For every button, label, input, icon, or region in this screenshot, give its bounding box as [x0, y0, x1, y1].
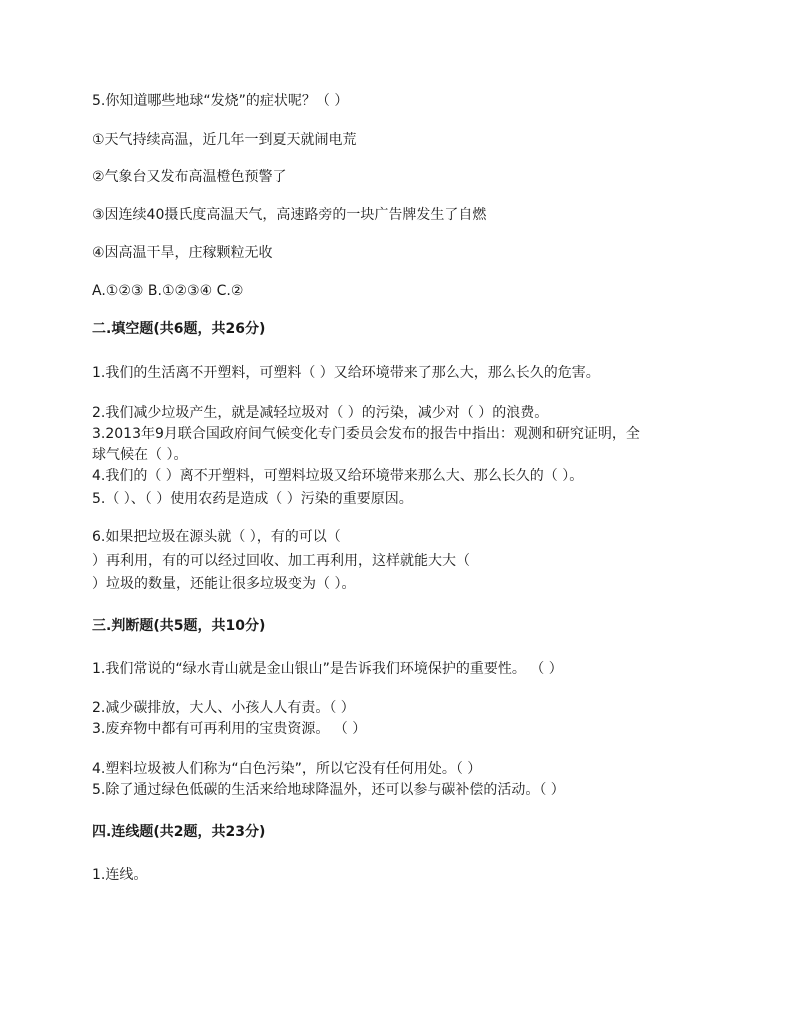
matching-item-1: 1.连线。 — [92, 867, 148, 883]
judge-item-1: 1.我们常说的“绿水青山就是金山银山”是告诉我们环境保护的重要性。 （ ） — [92, 661, 563, 677]
fill-blank-item-6-line-1: 6.如果把垃圾在源头就（ ），有的可以（ — [92, 529, 341, 545]
fill-blank-item-3-line-2: 球气候在（ ）。 — [92, 447, 188, 463]
judge-item-3: 3.废弃物中都有可再利用的宝贵资源。 （ ） — [92, 721, 367, 737]
fill-blank-item-6-line-2: ）再利用，有的可以经过回收、加工再利用，这样就能大大（ — [92, 553, 470, 569]
fill-blank-item-3-line-1: 3.2013年9月联合国政府间气候变化专门委员会发布的报告中指出：观测和研究证明，全 — [92, 426, 640, 442]
question-5-option-1: ①天气持续高温，近几年一到夏天就闹电荒 — [92, 132, 357, 148]
fill-blank-item-5: 5.（ ）、（ ）使用农药是造成（ ）污染的重要原因。 — [92, 491, 413, 507]
question-5-option-4: ④因高温干旱，庄稼颗粒无收 — [92, 245, 273, 261]
question-5-answers: A.①②③ B.①②③④ C.② — [92, 283, 244, 299]
fill-blank-item-1: 1.我们的生活离不开塑料，可塑料（ ）又给环境带来了那么大，那么长久的危害。 — [92, 365, 600, 381]
section-2-heading: 二.填空题(共6题，共26分) — [92, 321, 266, 337]
fill-blank-item-2: 2.我们减少垃圾产生，就是减轻垃圾对（ ）的污染，减少对（ ）的浪费。 — [92, 405, 549, 421]
section-4-heading: 四.连线题(共2题，共23分) — [92, 824, 266, 840]
judge-item-4: 4.塑料垃圾被人们称为“白色污染”，所以它没有任何用处。（ ） — [92, 761, 482, 777]
judge-item-2: 2.减少碳排放，大人、小孩人人有责。（ ） — [92, 700, 355, 716]
section-3-heading: 三.判断题(共5题，共10分) — [92, 618, 266, 634]
fill-blank-item-4: 4.我们的（ ）离不开塑料，可塑料垃圾又给环境带来那么大、那么长久的（ ）。 — [92, 468, 584, 484]
question-5-option-3: ③因连续40摄氏度高温天气，高速路旁的一块广告牌发生了自燃 — [92, 207, 487, 223]
question-5-stem: 5.你知道哪些地球“发烧”的症状呢？（ ） — [92, 93, 349, 109]
judge-item-5: 5.除了通过绿色低碳的生活来给地球降温外，还可以参与碳补偿的活动。（ ） — [92, 782, 565, 798]
question-5-option-2: ②气象台又发布高温橙色预警了 — [92, 169, 287, 185]
fill-blank-item-6-line-3: ）垃圾的数量，还能让很多垃圾变为（ ）。 — [92, 576, 356, 592]
